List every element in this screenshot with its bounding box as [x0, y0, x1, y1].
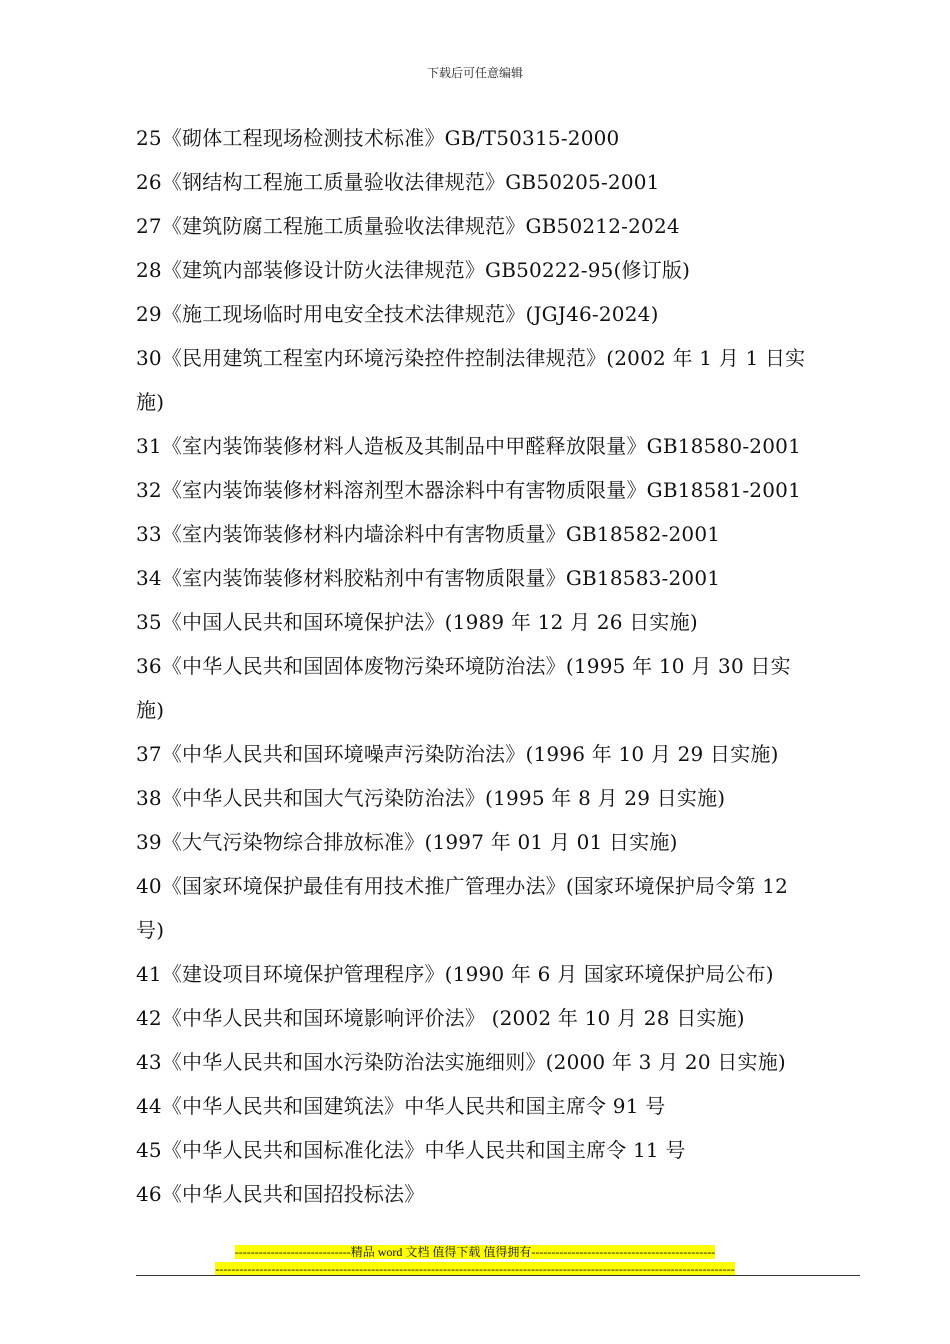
page-header: 下载后可任意编辑: [426, 66, 523, 80]
list-item: 28《建筑内部装修设计防火法律规范》GB50222-95(修订版): [136, 258, 691, 282]
list-item: 施): [136, 698, 165, 722]
list-item: 40《国家环境保护最佳有用技术推广管理办法》(国家环境保护局令第 12: [136, 874, 789, 898]
list-item: 41《建设项目环境保护管理程序》(1990 年 6 月 国家环境保护局公布): [136, 962, 774, 986]
list-item: 35《中国人民共和国环境保护法》(1989 年 12 月 26 日实施): [136, 610, 698, 634]
list-item: 29《施工现场临时用电安全技术法律规范》(JGJ46-2024): [136, 302, 659, 326]
footer-banner-text: -----------------------------精品 word 文档 值得下载 值得拥有----------------------------------------------: [234, 1245, 716, 1259]
list-item: 44《中华人民共和国建筑法》中华人民共和国主席令 91 号: [136, 1094, 666, 1118]
list-item: 33《室内装饰装修材料内墙涂料中有害物质量》GB18582-2001: [136, 522, 721, 546]
list-item: 26《钢结构工程施工质量验收法律规范》GB50205-2001: [136, 170, 660, 194]
list-item: 号): [136, 918, 165, 942]
list-item: 27《建筑防腐工程施工质量验收法律规范》GB50212-2024: [136, 214, 680, 238]
footer-dash-text: ----------------------------------------------------------------------------------------------------------------------------------: [215, 1262, 735, 1276]
list-item: 34《室内装饰装修材料胶粘剂中有害物质限量》GB18583-2001: [136, 566, 721, 590]
list-item: 36《中华人民共和国固体废物污染环境防治法》(1995 年 10 月 30 日实: [136, 654, 791, 678]
list-item: 42《中华人民共和国环境影响评价法》 (2002 年 10 月 28 日实施): [136, 1006, 745, 1030]
list-item: 45《中华人民共和国标准化法》中华人民共和国主席令 11 号: [136, 1138, 686, 1162]
list-item: 25《砌体工程现场检测技术标准》GB/T50315-2000: [136, 126, 620, 150]
list-item: 31《室内装饰装修材料人造板及其制品中甲醛释放限量》GB18580-2001: [136, 434, 802, 458]
list-item: 46《中华人民共和国招投标法》: [136, 1182, 425, 1206]
list-item: 43《中华人民共和国水污染防治法实施细则》(2000 年 3 月 20 日实施): [136, 1050, 786, 1074]
list-item: 32《室内装饰装修材料溶剂型木器涂料中有害物质限量》GB18581-2001: [136, 478, 802, 502]
list-item: 37《中华人民共和国环境噪声污染防治法》(1996 年 10 月 29 日实施): [136, 742, 779, 766]
list-item: 30《民用建筑工程室内环境污染控件控制法律规范》(2002 年 1 月 1 日实: [136, 346, 806, 370]
list-item: 施): [136, 390, 165, 414]
footer-divider: [136, 1275, 860, 1276]
reference-list: [136, 116, 864, 1216]
list-item: 39《大气污染物综合排放标准》(1997 年 01 月 01 日实施): [136, 830, 678, 854]
list-item: 38《中华人民共和国大气污染防治法》(1995 年 8 月 29 日实施): [136, 786, 726, 810]
